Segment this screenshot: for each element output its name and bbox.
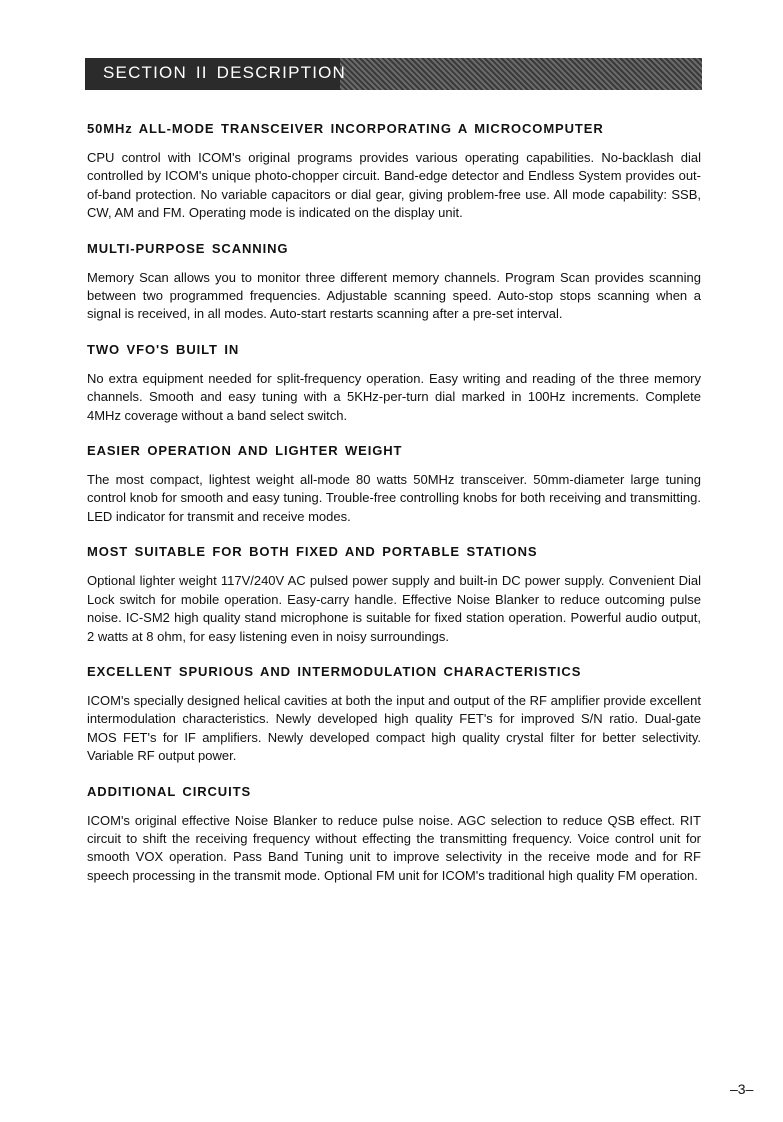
section-heading: EASIER OPERATION AND LIGHTER WEIGHT: [87, 443, 403, 459]
section-block-microcomputer: [87, 120, 701, 223]
section-block-scanning: [87, 240, 701, 324]
section-block-vfo: [87, 341, 701, 425]
section-banner: [85, 58, 702, 90]
section-heading: TWO VFO'S BUILT IN: [87, 341, 240, 357]
section-title: SECTION II DESCRIPTION: [103, 63, 347, 82]
section-body: ICOM's specially designed helical cavities at both the input and output of the RF amplifier provide excellent intermodulation characteristics. Newly developed high quality FET's for improved S/N ratio. Dual-gate MOS FET's for IF amplifiers. Newly developed compact high quality crystal filter for better selectivity. Variable RF output power.: [87, 692, 701, 764]
section-heading: ADDITIONAL CIRCUITS: [87, 783, 252, 799]
section-body: No extra equipment needed for split-frequency operation. Easy writing and reading of the three memory channels. Smooth and easy tuning with a 5KHz-per-turn dial marked in 100Hz increments. Complete 4MHz coverage without a band select switch.: [87, 370, 701, 423]
section-body: Memory Scan allows you to monitor three different memory channels. Program Scan provides scanning between two programmed frequencies. Adjustable scanning speed. Auto-stop stops scanning when a signal is received, in all modes. Auto-start restarts scanning after a pre-set interval.: [87, 269, 701, 322]
description-content: [87, 120, 701, 902]
section-heading: MULTI-PURPOSE SCANNING: [87, 240, 289, 256]
section-block-stations: [87, 543, 701, 646]
section-body: Optional lighter weight 117V/240V AC pulsed power supply and built-in DC power supply. Convenient Dial Lock switch for mobile operation. Easy-carry handle. Effective Noise Blanker to reduce outcoming pulse noise. IC-SM2 high quality stand microphone is suitable for fixed station operation. Powerful audio output, 2 watts at 8 ohm, for easy listening even in noisy surroundings.: [87, 573, 701, 644]
section-body: The most compact, lightest weight all-mode 80 watts 50MHz transceiver. 50mm-diameter large tuning control knob for smooth and easy tuning. Trouble-free controlling knobs for both receiving and transmitting. LED indicator for transmit and receive modes.: [87, 472, 701, 524]
page-number: –3–: [730, 1081, 754, 1097]
section-body: CPU control with ICOM's original programs provides various operating capabilities. No-backlash dial controlled by ICOM's unique photo-chopper circuit. Band-edge detector and Endless System provides out-of-band protection. No variable capacitors or dial gear, giving problem-free use. All mode capability: SSB, CW, AM and FM. Operating mode is indicated on the display unit.: [87, 150, 701, 221]
section-block-circuits: [87, 783, 701, 886]
section-body: ICOM's original effective Noise Blanker to reduce pulse noise. AGC selection to reduce QSB effect. RIT circuit to shift the receiving frequency without effecting the transmitting frequency. Voice control unit for smooth VOX operation. Pass Band Tuning unit to improve selectivity in the receive mode and for RF speech processing in the transmit mode. Optional FM unit for ICOM's traditional high quality FM operation.: [87, 812, 701, 883]
section-heading: EXCELLENT SPURIOUS AND INTERMODULATION CHARACTERISTICS: [87, 663, 582, 679]
section-block-operation: [87, 442, 701, 526]
section-heading: MOST SUITABLE FOR BOTH FIXED AND PORTABLE STATIONS: [87, 544, 538, 560]
section-heading: 50MHz ALL-MODE TRANSCEIVER INCORPORATING A MICROCOMPUTER: [87, 121, 604, 136]
section-block-spurious: [87, 663, 701, 766]
